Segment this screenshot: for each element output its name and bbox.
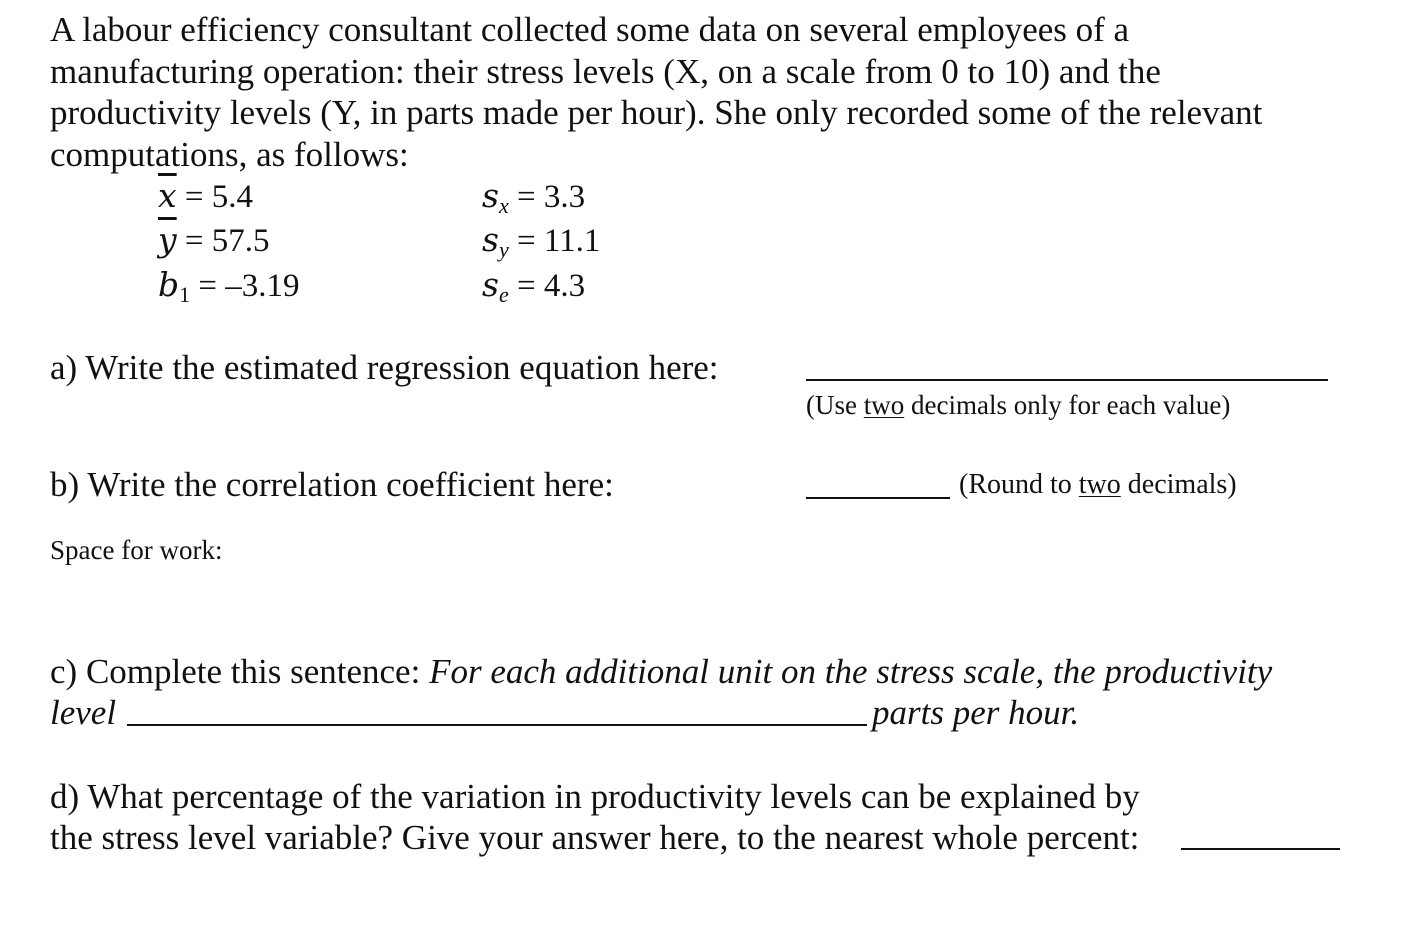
intro-line-2: manufacturing operation: their stress levels (X, on a scale from 0 to 10) and the	[50, 52, 1161, 91]
b1-symbol: b	[158, 265, 180, 304]
stat-ybar	[158, 220, 270, 261]
sy-symbol: s	[482, 220, 499, 259]
se-value: = 4.3	[516, 268, 586, 304]
answer-blank-b[interactable]	[806, 497, 950, 499]
question-d-line-1: d) What percentage of the variation in productivity levels can be explained by	[50, 777, 1140, 816]
b1-value: = –3.19	[198, 268, 300, 304]
question-c-end: parts per hour.	[872, 693, 1080, 732]
answer-blank-a[interactable]	[806, 379, 1328, 381]
question-a: a) Write the estimated regression equation here:	[50, 348, 719, 387]
question-a-note: (Use two decimals only for each value)	[806, 390, 1231, 420]
se-subscript: e	[498, 282, 509, 307]
sy-subscript: y	[498, 237, 509, 262]
sy-value: = 11.1	[516, 223, 601, 259]
xbar-symbol: $\overline{x}$	[158, 176, 177, 215]
sx-subscript: x	[498, 193, 509, 218]
stat-sx	[482, 176, 585, 226]
intro-line-1: A labour efficiency consultant collected some data on several employees of a	[50, 10, 1130, 49]
ybar-value: = 57.5	[184, 223, 270, 259]
xbar-value: = 5.4	[184, 179, 253, 215]
question-c-level: level	[50, 693, 117, 732]
sx-symbol: s	[482, 176, 499, 215]
answer-blank-d[interactable]	[1181, 848, 1340, 850]
stat-b1	[158, 265, 300, 315]
stat-xbar	[158, 176, 253, 217]
se-symbol: s	[482, 265, 499, 304]
question-b: b) Write the correlation coefficient here:	[50, 465, 614, 504]
ybar-symbol: $\overline{y}$	[158, 220, 177, 259]
question-d-line-2: the stress level variable? Give your answer here, to the nearest whole percent:	[50, 818, 1140, 857]
stat-sy	[482, 220, 600, 270]
sx-value: = 3.3	[516, 179, 586, 215]
intro-line-4: computations, as follows:	[50, 135, 409, 174]
stat-se	[482, 265, 585, 315]
question-b-note: (Round to two decimals)	[959, 469, 1237, 500]
b1-subscript: 1	[179, 282, 191, 307]
work-space-label: Space for work:	[50, 535, 223, 565]
answer-blank-c[interactable]	[127, 724, 867, 726]
question-c-line-1: c) Complete this sentence: For each additional unit on the stress scale, the productivity	[50, 652, 1273, 691]
intro-line-3: productivity levels (Y, in parts made per hour). She only recorded some of the relevant	[50, 93, 1263, 132]
